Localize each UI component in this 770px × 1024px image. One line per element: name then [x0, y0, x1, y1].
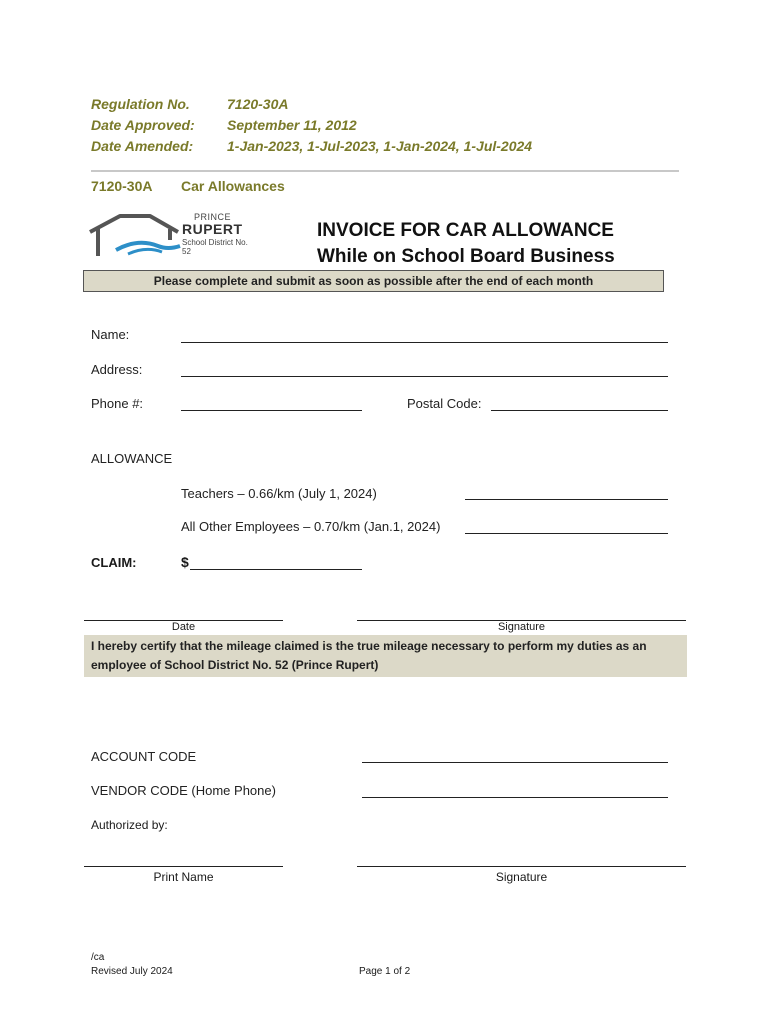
instruction-banner: [83, 270, 664, 292]
claim-label: CLAIM:: [91, 555, 137, 570]
footer-initials: /ca: [91, 952, 105, 963]
employee-signature-label: Signature: [497, 621, 546, 633]
postal-code-field[interactable]: [491, 410, 668, 411]
certification-line-1: I hereby certify that the mileage claimed is the true mileage necessary to perform my duties as an: [91, 639, 647, 653]
print-name-line[interactable]: [84, 866, 283, 867]
address-label: Address:: [91, 362, 143, 377]
date-approved-label: Date Approved:: [91, 117, 195, 133]
authorizer-signature-line[interactable]: [357, 866, 686, 867]
certification-banner: [84, 635, 687, 677]
print-name-label: Print Name: [153, 870, 214, 884]
footer-page-number: Page 1 of 2: [359, 966, 411, 977]
certification-line-2: employee of School District No. 52 (Prince Rupert): [91, 658, 379, 672]
form-title: INVOICE FOR CAR ALLOWANCE: [317, 220, 614, 241]
date-amended-value: 1-Jan-2023, 1-Jul-2023, 1-Jan-2024, 1-Jul-2024: [227, 138, 533, 154]
regulation-label: Regulation No.: [91, 96, 190, 112]
claim-amount-field[interactable]: [190, 569, 362, 570]
logo-rupert: RUPERT: [182, 221, 243, 237]
section-title: Car Allowances: [181, 178, 285, 194]
footer-revised: Revised July 2024: [91, 966, 173, 977]
address-field[interactable]: [181, 376, 668, 377]
account-code-field[interactable]: [362, 762, 668, 763]
name-field[interactable]: [181, 342, 668, 343]
others-rate-label: All Other Employees – 0.70/km (Jan.1, 2024): [181, 519, 441, 534]
district-logo: [88, 210, 258, 270]
date-label: Date: [171, 621, 196, 633]
authorized-by-label: Authorized by:: [91, 818, 168, 832]
allowance-heading: ALLOWANCE: [91, 451, 173, 466]
teachers-rate-label: Teachers – 0.66/km (July 1, 2024): [181, 486, 377, 501]
date-approved-value: September 11, 2012: [227, 117, 357, 133]
section-number: 7120-30A: [91, 178, 153, 194]
instruction-text: Please complete and submit as soon as possible after the end of each month: [153, 274, 594, 288]
vendor-code-field[interactable]: [362, 797, 668, 798]
regulation-value: 7120-30A: [227, 96, 289, 112]
authorizer-signature-label: Signature: [495, 870, 548, 884]
name-label: Name:: [91, 327, 130, 342]
postal-code-label: Postal Code:: [407, 396, 482, 411]
phone-field[interactable]: [181, 410, 362, 411]
logo-district: School District No. 52: [182, 238, 248, 256]
date-amended-label: Date Amended:: [91, 138, 194, 154]
others-amount-field[interactable]: [465, 533, 668, 534]
phone-label: Phone #:: [91, 396, 144, 411]
header-divider: [91, 170, 679, 172]
logo-prince: PRINCE: [194, 212, 232, 222]
form-subtitle: While on School Board Business: [317, 246, 615, 267]
account-code-label: ACCOUNT CODE: [91, 749, 197, 764]
vendor-code-label: VENDOR CODE (Home Phone): [91, 783, 276, 798]
teachers-amount-field[interactable]: [465, 499, 668, 500]
claim-currency: $: [181, 554, 189, 570]
